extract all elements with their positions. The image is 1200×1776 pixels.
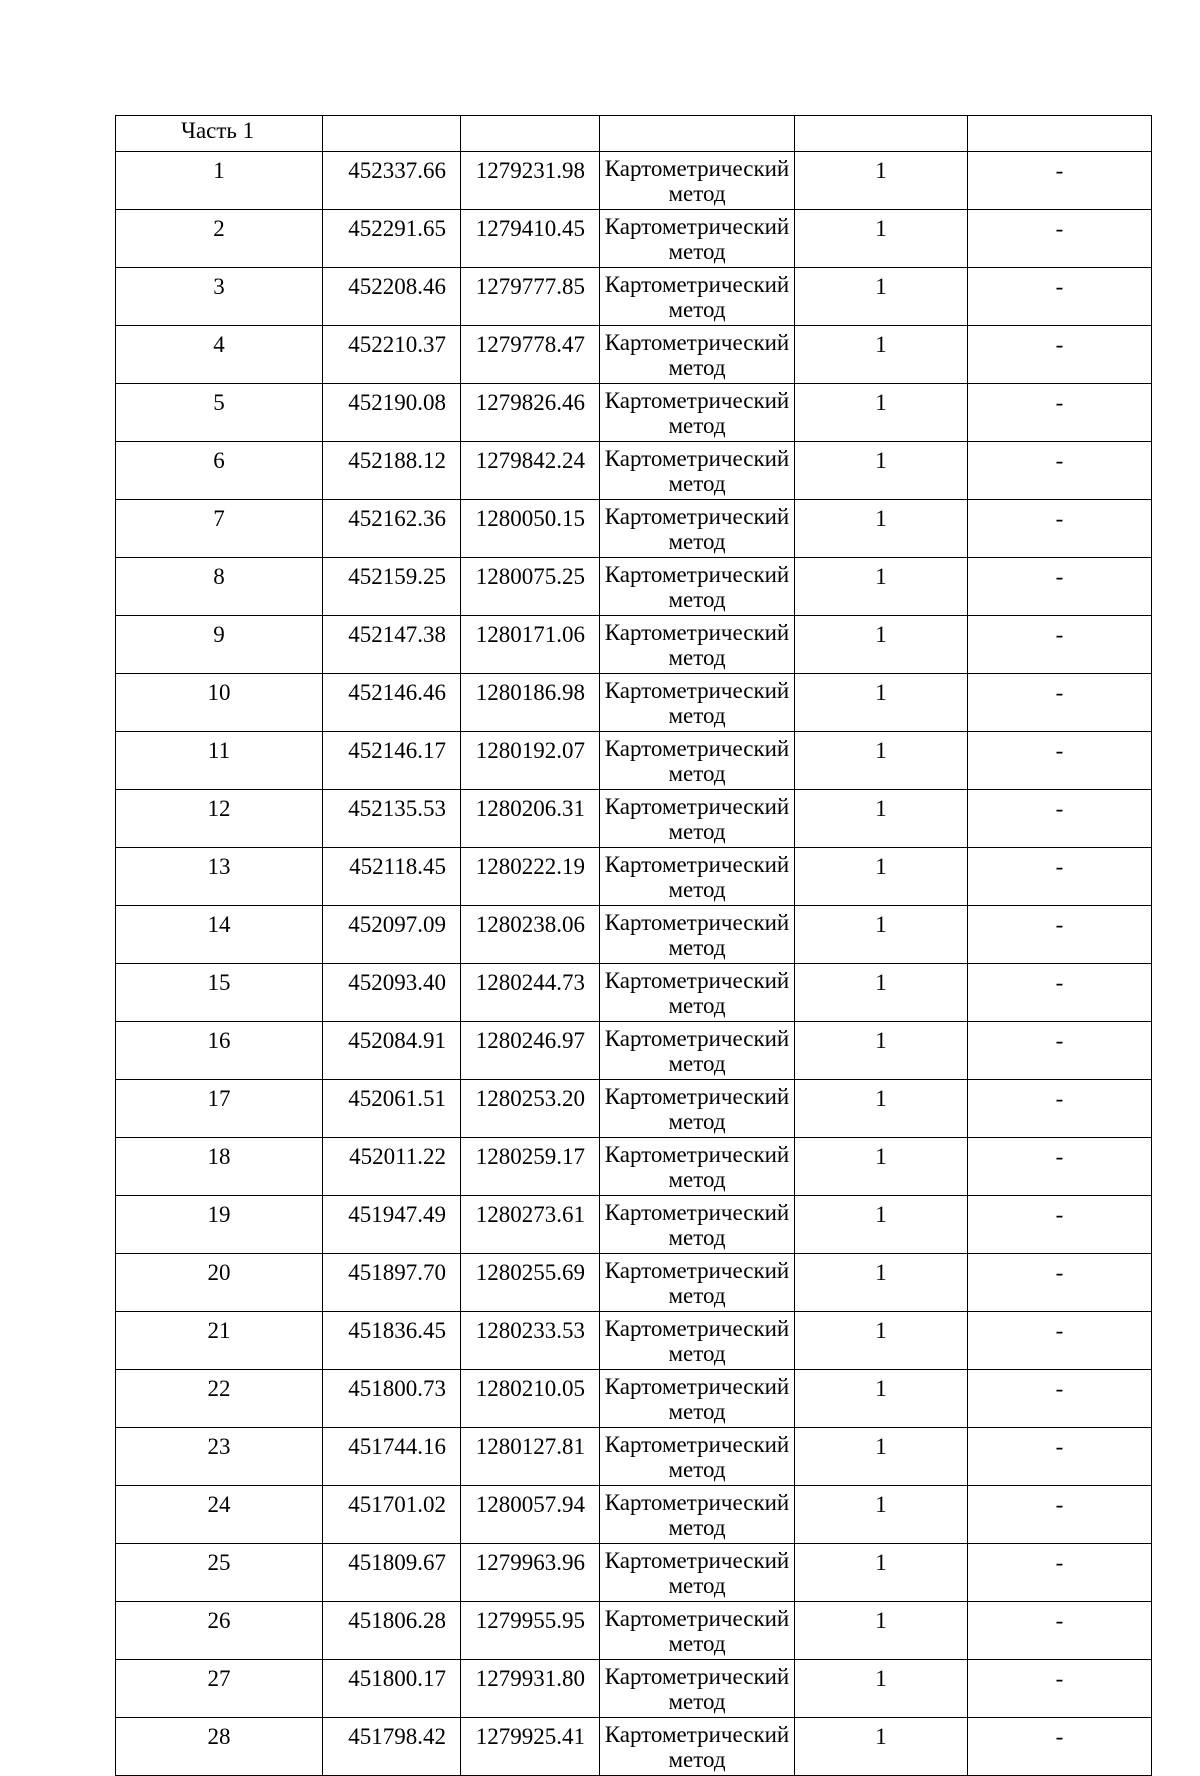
method-line-2: метод xyxy=(668,1225,726,1250)
table-row xyxy=(116,1312,1152,1370)
method-line-1: Картометрический xyxy=(604,1374,790,1399)
method-line-1: Картометрический xyxy=(604,1084,790,1109)
method-cell xyxy=(600,558,795,616)
y-coordinate-cell: 1279778.47 xyxy=(461,326,600,384)
table-row xyxy=(116,1602,1152,1660)
point-number-cell: 6 xyxy=(116,442,323,500)
accuracy-cell: 1 xyxy=(795,1602,968,1660)
method-line-2: метод xyxy=(668,529,726,554)
method-line-2: метод xyxy=(668,1631,726,1656)
method-cell xyxy=(600,1718,795,1776)
method-line-1: Картометрический xyxy=(604,1142,790,1167)
point-number-cell: 21 xyxy=(116,1312,323,1370)
method-line-1: Картометрический xyxy=(604,620,790,645)
x-coordinate-cell: 451798.42 xyxy=(323,1718,461,1776)
table-row xyxy=(116,732,1152,790)
method-line-1: Картометрический xyxy=(604,1200,790,1225)
accuracy-cell: 1 xyxy=(795,1196,968,1254)
x-coordinate-cell: 452188.12 xyxy=(323,442,461,500)
method-line-2: метод xyxy=(668,1747,726,1772)
method-line-1: Картометрический xyxy=(604,1316,790,1341)
y-coordinate-cell: 1279826.46 xyxy=(461,384,600,442)
description-cell: - xyxy=(968,1602,1152,1660)
method-line-2: метод xyxy=(668,239,726,264)
table-row xyxy=(116,1138,1152,1196)
accuracy-cell: 1 xyxy=(795,1022,968,1080)
x-coordinate-cell: 451809.67 xyxy=(323,1544,461,1602)
method-line-2: метод xyxy=(668,761,726,786)
x-coordinate-cell: 452147.38 xyxy=(323,616,461,674)
method-line-2: метод xyxy=(668,297,726,322)
method-cell xyxy=(600,442,795,500)
y-coordinate-cell: 1280075.25 xyxy=(461,558,600,616)
method-line-2: метод xyxy=(668,819,726,844)
description-cell: - xyxy=(968,906,1152,964)
accuracy-cell: 1 xyxy=(795,152,968,210)
point-number-cell: 11 xyxy=(116,732,323,790)
description-cell: - xyxy=(968,732,1152,790)
method-cell xyxy=(600,1022,795,1080)
point-number-cell: 8 xyxy=(116,558,323,616)
y-coordinate-cell: 1280273.61 xyxy=(461,1196,600,1254)
x-coordinate-cell: 451836.45 xyxy=(323,1312,461,1370)
description-cell: - xyxy=(968,616,1152,674)
table-row xyxy=(116,1428,1152,1486)
method-line-2: метод xyxy=(668,1167,726,1192)
x-coordinate-cell: 452061.51 xyxy=(323,1080,461,1138)
part-header-row xyxy=(116,116,1152,152)
point-number-cell: 1 xyxy=(116,152,323,210)
y-coordinate-cell: 1280127.81 xyxy=(461,1428,600,1486)
table-row xyxy=(116,906,1152,964)
method-cell xyxy=(600,1080,795,1138)
accuracy-cell: 1 xyxy=(795,1544,968,1602)
empty-cell xyxy=(968,116,1152,152)
accuracy-cell: 1 xyxy=(795,500,968,558)
accuracy-cell: 1 xyxy=(795,790,968,848)
y-coordinate-cell: 1280255.69 xyxy=(461,1254,600,1312)
method-line-2: метод xyxy=(668,935,726,960)
empty-cell xyxy=(323,116,461,152)
point-number-cell: 16 xyxy=(116,1022,323,1080)
method-cell xyxy=(600,1254,795,1312)
point-number-cell: 28 xyxy=(116,1718,323,1776)
method-cell xyxy=(600,152,795,210)
method-line-2: метод xyxy=(668,587,726,612)
method-line-1: Картометрический xyxy=(604,562,790,587)
y-coordinate-cell: 1279231.98 xyxy=(461,152,600,210)
y-coordinate-cell: 1279925.41 xyxy=(461,1718,600,1776)
description-cell: - xyxy=(968,210,1152,268)
accuracy-cell: 1 xyxy=(795,906,968,964)
method-line-2: метод xyxy=(668,1457,726,1482)
method-line-1: Картометрический xyxy=(604,678,790,703)
table-row xyxy=(116,1486,1152,1544)
description-cell: - xyxy=(968,500,1152,558)
method-cell xyxy=(600,1370,795,1428)
x-coordinate-cell: 451800.17 xyxy=(323,1660,461,1718)
empty-cell xyxy=(795,116,968,152)
table-row xyxy=(116,1718,1152,1776)
accuracy-cell: 1 xyxy=(795,732,968,790)
method-cell xyxy=(600,1312,795,1370)
table-row xyxy=(116,616,1152,674)
empty-cell xyxy=(600,116,795,152)
method-cell xyxy=(600,326,795,384)
table-row xyxy=(116,1196,1152,1254)
description-cell: - xyxy=(968,1428,1152,1486)
method-line-1: Картометрический xyxy=(604,1606,790,1631)
point-number-cell: 18 xyxy=(116,1138,323,1196)
method-cell xyxy=(600,1544,795,1602)
part-label: Часть 1 xyxy=(116,116,323,152)
method-line-2: метод xyxy=(668,1109,726,1134)
accuracy-cell: 1 xyxy=(795,1138,968,1196)
method-line-1: Картометрический xyxy=(604,388,790,413)
method-cell xyxy=(600,674,795,732)
method-line-2: метод xyxy=(668,1283,726,1308)
accuracy-cell: 1 xyxy=(795,210,968,268)
point-number-cell: 15 xyxy=(116,964,323,1022)
method-cell xyxy=(600,500,795,558)
method-line-1: Картометрический xyxy=(604,852,790,877)
y-coordinate-cell: 1280050.15 xyxy=(461,500,600,558)
point-number-cell: 17 xyxy=(116,1080,323,1138)
method-line-1: Картометрический xyxy=(604,1258,790,1283)
x-coordinate-cell: 451897.70 xyxy=(323,1254,461,1312)
description-cell: - xyxy=(968,558,1152,616)
table-row xyxy=(116,384,1152,442)
method-line-2: метод xyxy=(668,1399,726,1424)
y-coordinate-cell: 1280233.53 xyxy=(461,1312,600,1370)
method-cell xyxy=(600,384,795,442)
point-number-cell: 2 xyxy=(116,210,323,268)
method-line-2: метод xyxy=(668,1573,726,1598)
accuracy-cell: 1 xyxy=(795,674,968,732)
point-number-cell: 7 xyxy=(116,500,323,558)
method-line-1: Картометрический xyxy=(604,1548,790,1573)
point-number-cell: 9 xyxy=(116,616,323,674)
method-line-1: Картометрический xyxy=(604,330,790,355)
table-body xyxy=(116,116,1152,1776)
point-number-cell: 24 xyxy=(116,1486,323,1544)
accuracy-cell: 1 xyxy=(795,1660,968,1718)
description-cell: - xyxy=(968,1254,1152,1312)
table-row xyxy=(116,558,1152,616)
method-line-2: метод xyxy=(668,645,726,670)
accuracy-cell: 1 xyxy=(795,384,968,442)
description-cell: - xyxy=(968,384,1152,442)
point-number-cell: 14 xyxy=(116,906,323,964)
method-cell xyxy=(600,210,795,268)
x-coordinate-cell: 451806.28 xyxy=(323,1602,461,1660)
method-line-1: Картометрический xyxy=(604,968,790,993)
y-coordinate-cell: 1280192.07 xyxy=(461,732,600,790)
method-line-2: метод xyxy=(668,1051,726,1076)
method-line-2: метод xyxy=(668,413,726,438)
description-cell: - xyxy=(968,1486,1152,1544)
point-number-cell: 19 xyxy=(116,1196,323,1254)
description-cell: - xyxy=(968,1660,1152,1718)
y-coordinate-cell: 1280186.98 xyxy=(461,674,600,732)
method-line-1: Картометрический xyxy=(604,1026,790,1051)
y-coordinate-cell: 1280259.17 xyxy=(461,1138,600,1196)
accuracy-cell: 1 xyxy=(795,1718,968,1776)
x-coordinate-cell: 452118.45 xyxy=(323,848,461,906)
method-line-1: Картометрический xyxy=(604,1490,790,1515)
method-line-1: Картометрический xyxy=(604,794,790,819)
method-line-1: Картометрический xyxy=(604,910,790,935)
accuracy-cell: 1 xyxy=(795,1370,968,1428)
method-cell xyxy=(600,732,795,790)
method-cell xyxy=(600,1196,795,1254)
method-line-1: Картометрический xyxy=(604,1664,790,1689)
accuracy-cell: 1 xyxy=(795,326,968,384)
method-line-1: Картометрический xyxy=(604,214,790,239)
method-cell xyxy=(600,1486,795,1544)
description-cell: - xyxy=(968,1544,1152,1602)
point-number-cell: 23 xyxy=(116,1428,323,1486)
point-number-cell: 4 xyxy=(116,326,323,384)
table-row xyxy=(116,964,1152,1022)
table-row xyxy=(116,674,1152,732)
description-cell: - xyxy=(968,964,1152,1022)
y-coordinate-cell: 1280057.94 xyxy=(461,1486,600,1544)
method-line-1: Картометрический xyxy=(604,736,790,761)
method-line-2: метод xyxy=(668,993,726,1018)
x-coordinate-cell: 451947.49 xyxy=(323,1196,461,1254)
accuracy-cell: 1 xyxy=(795,616,968,674)
accuracy-cell: 1 xyxy=(795,442,968,500)
y-coordinate-cell: 1280171.06 xyxy=(461,616,600,674)
method-cell xyxy=(600,1602,795,1660)
description-cell: - xyxy=(968,1138,1152,1196)
description-cell: - xyxy=(968,442,1152,500)
method-line-2: метод xyxy=(668,1515,726,1540)
x-coordinate-cell: 452011.22 xyxy=(323,1138,461,1196)
method-line-1: Картометрический xyxy=(604,1722,790,1747)
coordinates-table xyxy=(115,115,1152,1776)
y-coordinate-cell: 1279410.45 xyxy=(461,210,600,268)
accuracy-cell: 1 xyxy=(795,848,968,906)
method-cell xyxy=(600,1138,795,1196)
x-coordinate-cell: 452291.65 xyxy=(323,210,461,268)
accuracy-cell: 1 xyxy=(795,268,968,326)
method-line-2: метод xyxy=(668,181,726,206)
description-cell: - xyxy=(968,1312,1152,1370)
point-number-cell: 13 xyxy=(116,848,323,906)
table-row xyxy=(116,1660,1152,1718)
method-cell xyxy=(600,1660,795,1718)
x-coordinate-cell: 452162.36 xyxy=(323,500,461,558)
point-number-cell: 27 xyxy=(116,1660,323,1718)
method-line-2: метод xyxy=(668,471,726,496)
method-cell xyxy=(600,964,795,1022)
table-row xyxy=(116,442,1152,500)
accuracy-cell: 1 xyxy=(795,558,968,616)
y-coordinate-cell: 1279963.96 xyxy=(461,1544,600,1602)
description-cell: - xyxy=(968,326,1152,384)
x-coordinate-cell: 452337.66 xyxy=(323,152,461,210)
accuracy-cell: 1 xyxy=(795,1080,968,1138)
description-cell: - xyxy=(968,1718,1152,1776)
accuracy-cell: 1 xyxy=(795,1486,968,1544)
x-coordinate-cell: 452208.46 xyxy=(323,268,461,326)
accuracy-cell: 1 xyxy=(795,964,968,1022)
y-coordinate-cell: 1279931.80 xyxy=(461,1660,600,1718)
point-number-cell: 10 xyxy=(116,674,323,732)
y-coordinate-cell: 1279842.24 xyxy=(461,442,600,500)
y-coordinate-cell: 1280253.20 xyxy=(461,1080,600,1138)
x-coordinate-cell: 452084.91 xyxy=(323,1022,461,1080)
method-line-2: метод xyxy=(668,877,726,902)
table-row xyxy=(116,210,1152,268)
table-row xyxy=(116,1022,1152,1080)
method-line-1: Картометрический xyxy=(604,1432,790,1457)
method-cell xyxy=(600,616,795,674)
method-line-2: метод xyxy=(668,1689,726,1714)
x-coordinate-cell: 452093.40 xyxy=(323,964,461,1022)
y-coordinate-cell: 1280246.97 xyxy=(461,1022,600,1080)
accuracy-cell: 1 xyxy=(795,1312,968,1370)
description-cell: - xyxy=(968,1370,1152,1428)
description-cell: - xyxy=(968,1196,1152,1254)
accuracy-cell: 1 xyxy=(795,1254,968,1312)
table-row xyxy=(116,326,1152,384)
method-cell xyxy=(600,906,795,964)
method-cell xyxy=(600,848,795,906)
table-row xyxy=(116,848,1152,906)
y-coordinate-cell: 1280206.31 xyxy=(461,790,600,848)
method-line-2: метод xyxy=(668,1341,726,1366)
description-cell: - xyxy=(968,268,1152,326)
table-row xyxy=(116,152,1152,210)
empty-cell xyxy=(461,116,600,152)
description-cell: - xyxy=(968,152,1152,210)
point-number-cell: 26 xyxy=(116,1602,323,1660)
method-line-1: Картометрический xyxy=(604,446,790,471)
y-coordinate-cell: 1280210.05 xyxy=(461,1370,600,1428)
description-cell: - xyxy=(968,1022,1152,1080)
x-coordinate-cell: 452097.09 xyxy=(323,906,461,964)
x-coordinate-cell: 452146.17 xyxy=(323,732,461,790)
description-cell: - xyxy=(968,848,1152,906)
x-coordinate-cell: 452159.25 xyxy=(323,558,461,616)
point-number-cell: 5 xyxy=(116,384,323,442)
table-row xyxy=(116,268,1152,326)
x-coordinate-cell: 451800.73 xyxy=(323,1370,461,1428)
method-line-2: метод xyxy=(668,355,726,380)
description-cell: - xyxy=(968,1080,1152,1138)
x-coordinate-cell: 451744.16 xyxy=(323,1428,461,1486)
x-coordinate-cell: 452210.37 xyxy=(323,326,461,384)
method-line-1: Картометрический xyxy=(604,156,790,181)
x-coordinate-cell: 452135.53 xyxy=(323,790,461,848)
method-cell xyxy=(600,1428,795,1486)
point-number-cell: 12 xyxy=(116,790,323,848)
table-row xyxy=(116,500,1152,558)
table-row xyxy=(116,790,1152,848)
method-line-2: метод xyxy=(668,703,726,728)
description-cell: - xyxy=(968,790,1152,848)
table-row xyxy=(116,1544,1152,1602)
description-cell: - xyxy=(968,674,1152,732)
accuracy-cell: 1 xyxy=(795,1428,968,1486)
y-coordinate-cell: 1279777.85 xyxy=(461,268,600,326)
method-cell xyxy=(600,268,795,326)
table-row xyxy=(116,1254,1152,1312)
method-line-1: Картометрический xyxy=(604,504,790,529)
y-coordinate-cell: 1279955.95 xyxy=(461,1602,600,1660)
x-coordinate-cell: 451701.02 xyxy=(323,1486,461,1544)
x-coordinate-cell: 452146.46 xyxy=(323,674,461,732)
point-number-cell: 22 xyxy=(116,1370,323,1428)
y-coordinate-cell: 1280244.73 xyxy=(461,964,600,1022)
y-coordinate-cell: 1280222.19 xyxy=(461,848,600,906)
x-coordinate-cell: 452190.08 xyxy=(323,384,461,442)
method-line-1: Картометрический xyxy=(604,272,790,297)
table-row xyxy=(116,1080,1152,1138)
y-coordinate-cell: 1280238.06 xyxy=(461,906,600,964)
method-cell xyxy=(600,790,795,848)
point-number-cell: 20 xyxy=(116,1254,323,1312)
point-number-cell: 25 xyxy=(116,1544,323,1602)
table-row xyxy=(116,1370,1152,1428)
point-number-cell: 3 xyxy=(116,268,323,326)
